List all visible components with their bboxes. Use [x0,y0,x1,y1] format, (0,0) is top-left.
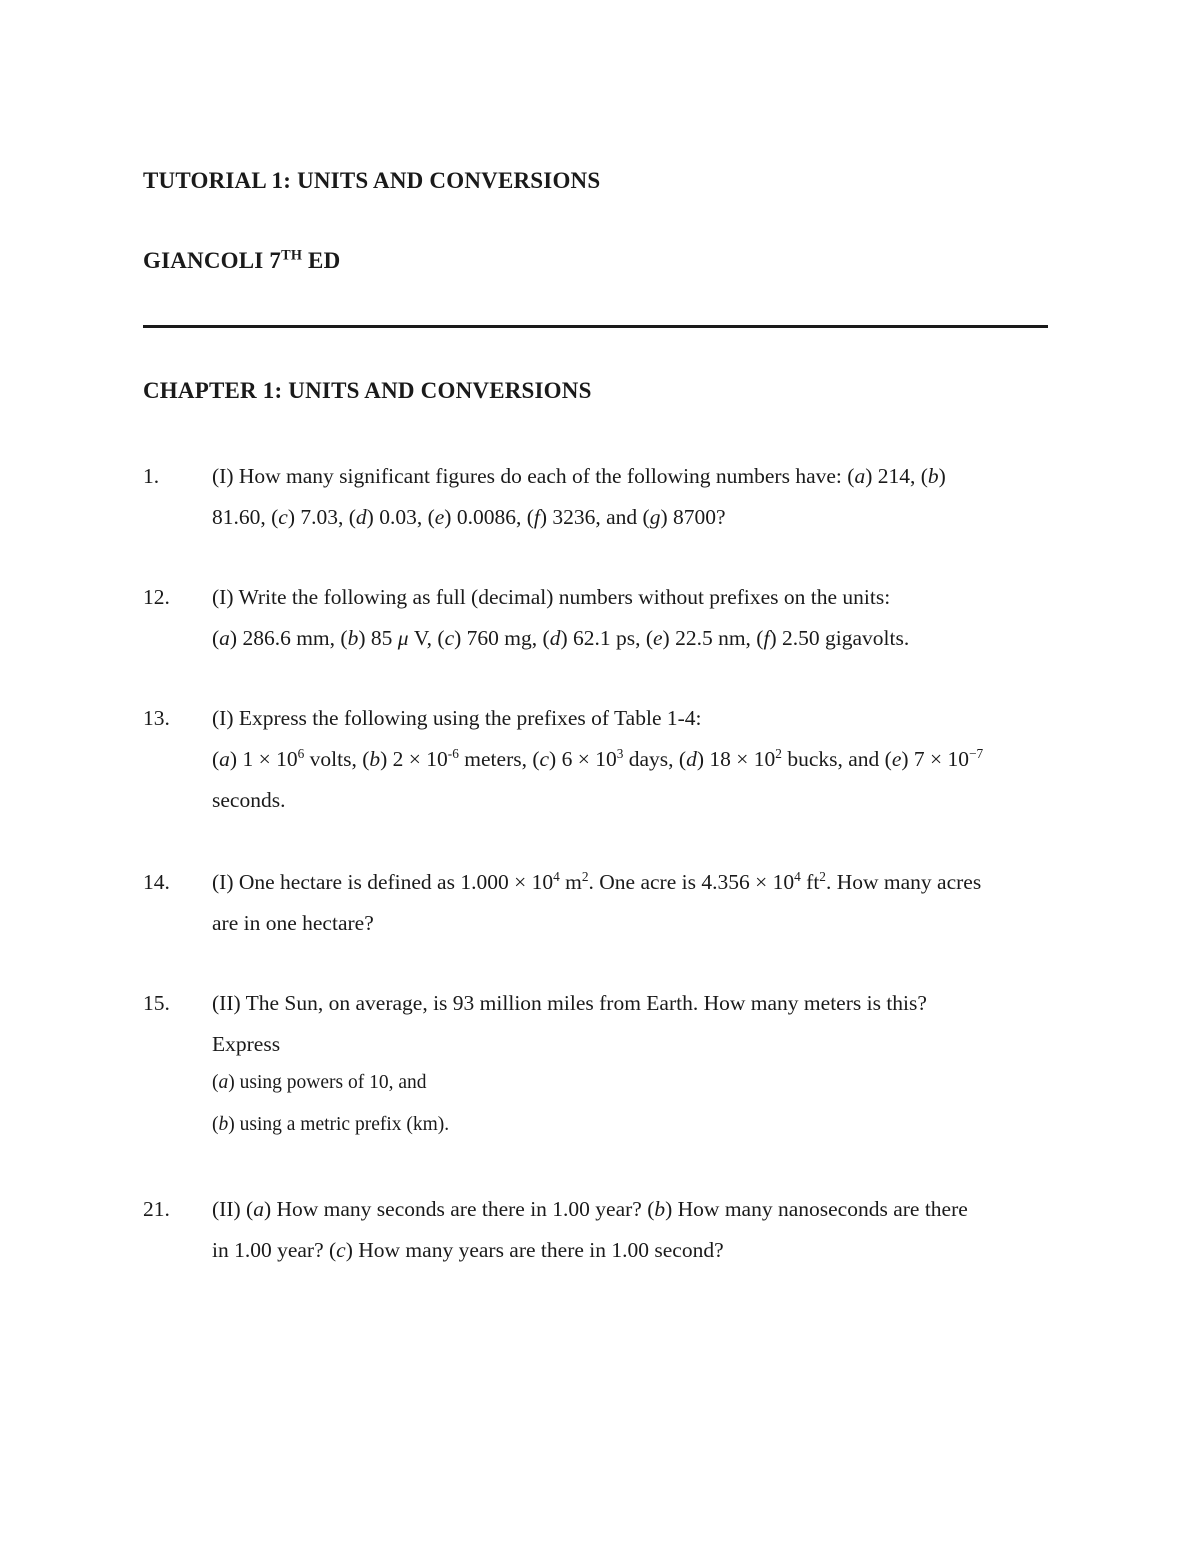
problem-number: 14. [143,870,170,894]
problem-number: 21. [143,1197,170,1221]
problem-text-line: Express [212,1032,281,1056]
problem-text-line: in 1.00 year? (c) How many years are there in 1.00 second? [212,1238,724,1262]
chapter-heading: CHAPTER 1: UNITS AND CONVERSIONS [143,378,592,403]
problem-number: 13. [143,706,170,730]
problem-text-line: (II) (a) How many seconds are there in 1.00 year? (b) How many nanoseconds are there [212,1197,968,1221]
separator-rule [143,314,1048,336]
problem-text-line: (a) $1 \times 10^6$ volts, (b) $2 \times 10^{-6}$ meters, (c) $6 \times 10^3$ days, (d) $18 \times 10^2$ bucks, and (e) $7 \times 10^{-7}$ [212,745,984,771]
problem-text-line: (I) How many significant figures do each of the following numbers have: (a) 214, (b) [212,464,946,488]
problem-number: 1. [143,464,160,488]
edition-suffix: ED [302,248,341,273]
problem-text-line: 81.60, (c) 7.03, (d) 0.03, (e) 0.0086, (f) 3236, and (g) 8700? [212,505,726,529]
problem-text-line: (I) One hectare is defined as $1.000 \times 10^4$ $m^2$. One acre is $4.356 \times 10^4$ $ft^2$. How many acres [212,868,982,894]
edition-line [143,248,340,274]
problem-number: 12. [143,585,170,609]
edition-superscript: TH [281,247,303,264]
problem-text-line: (I) Express the following using the prefixes of Table 1-4: [212,706,702,730]
problem-text-line: (I) Write the following as full (decimal) numbers without prefixes on the units: [212,585,891,609]
problem-text-line: are in one hectare? [212,911,374,935]
edition-prefix: GIANCOLI 7 [143,248,282,273]
problem-text-line: seconds. [212,788,286,812]
problem-text-line: (b) using a metric prefix (km). [212,1114,450,1135]
problem-text-line: (II) The Sun, on average, is 93 million miles from Earth. How many meters is this? [212,991,927,1015]
problem-text-line: (a) 286.6 mm, (b) 85 μ V, (c) 760 mg, (d) 62.1 ps, (e) 22.5 nm, (f) 2.50 gigavolts. [212,626,910,650]
page-title: TUTORIAL 1: UNITS AND CONVERSIONS [143,168,601,193]
problem-number: 15. [143,991,170,1015]
problem-text-line: (a) using powers of 10, and [212,1072,427,1093]
